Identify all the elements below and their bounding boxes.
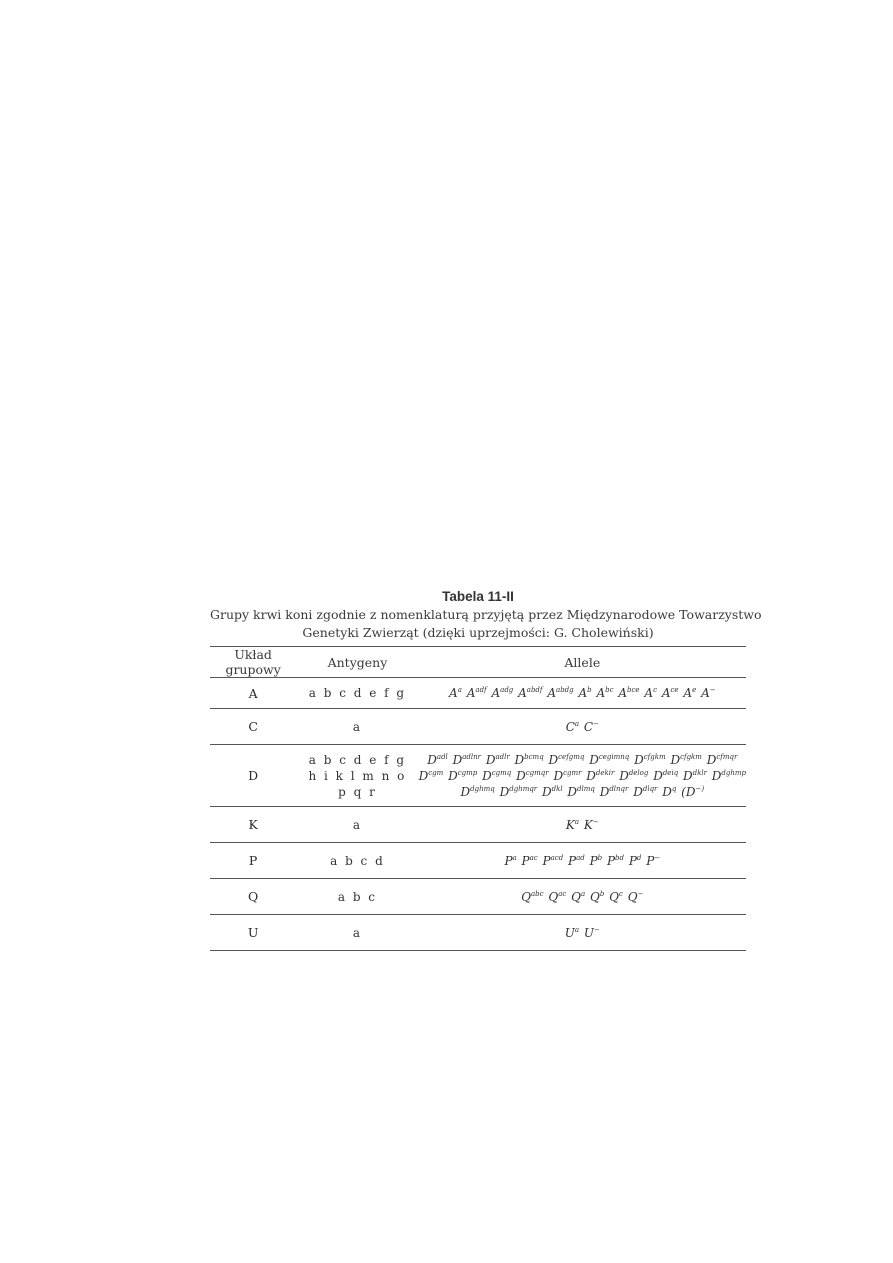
allele: P− <box>646 853 661 868</box>
cell-alleles <box>419 709 746 745</box>
allele: $D^{cgmp}$ <box>448 768 478 783</box>
allele: $K^a$ <box>565 817 580 832</box>
cell-group-system: D <box>248 768 259 783</box>
cell-group-system: Q <box>248 889 259 904</box>
allele-line <box>419 817 746 833</box>
caption-line: Genetyki Zwierząt (dzięki uprzejmości: G. Cholewiński) <box>302 625 654 640</box>
allele: $D^{cfgkm}$ <box>634 752 666 767</box>
header-antigens: Antygeny <box>327 654 388 670</box>
table-row <box>210 678 746 709</box>
header-group-system: Układ grupowy <box>225 647 281 677</box>
antigen-line: a b c <box>337 889 378 904</box>
cell-group-system: K <box>248 817 258 832</box>
cell-antigens <box>296 879 418 915</box>
antigen-line: a <box>352 719 363 734</box>
allele: $D^{cefgmq}$ <box>548 752 585 767</box>
allele: $U^a$ <box>564 925 580 940</box>
allele: $D^{deiq}$ <box>653 768 679 783</box>
cell-alleles <box>419 915 746 951</box>
allele: $P^{acd}$ <box>542 853 564 868</box>
cell-alleles <box>419 843 746 879</box>
allele: $D^{dlqr}$ <box>633 784 658 799</box>
allele: $D^{cgmr}$ <box>553 768 582 783</box>
allele: $D^{dlmq}$ <box>567 784 595 799</box>
allele: $D^{dklr}$ <box>683 768 707 783</box>
allele: $P^{ac}$ <box>521 853 538 868</box>
cell-antigens <box>296 843 418 879</box>
allele: $D^{delog}$ <box>619 768 649 783</box>
allele: $D^{dghmqr}$ <box>499 784 538 799</box>
cell-antigens <box>296 709 418 745</box>
table-body <box>210 678 746 951</box>
allele: $A^c$ <box>644 686 657 700</box>
allele: $P^a$ <box>504 853 517 868</box>
allele: U− <box>583 925 600 940</box>
cell-alleles <box>419 807 746 843</box>
blood-group-table <box>210 646 746 951</box>
allele: $A^{bc}$ <box>596 686 614 700</box>
cell-antigens <box>296 745 418 807</box>
antigen-line: a b c d e f g <box>308 752 407 767</box>
allele: $D^{cgmq}$ <box>482 768 512 783</box>
allele: $A^{adg}$ <box>491 686 514 700</box>
allele: $P^{bd}$ <box>606 853 625 868</box>
allele: $P^{ad}$ <box>568 853 585 868</box>
allele: $D^{cgmqr}$ <box>516 768 549 783</box>
cell-group-system: U <box>247 925 259 940</box>
allele: (D−) <box>681 784 705 799</box>
allele-line <box>419 752 746 768</box>
cell-alleles <box>419 879 746 915</box>
cell-alleles <box>419 745 746 807</box>
allele-line <box>419 784 746 800</box>
allele: $A^b$ <box>578 686 592 700</box>
allele: $P^d$ <box>628 853 642 868</box>
allele: $D^{dekir}$ <box>586 768 615 783</box>
cell-group-system: A <box>248 685 258 701</box>
caption-line: Grupy krwi koni zgodnie z nomenklaturą przyjętą przez Międzynarodowe Towarzystwo <box>210 607 762 622</box>
allele: $Q^a$ <box>571 889 586 904</box>
allele: $Q^{abc}$ <box>521 889 544 904</box>
blood-group-table-block <box>210 588 762 951</box>
allele: $D^{bcmq}$ <box>514 752 544 767</box>
table-caption <box>210 606 762 642</box>
allele: $A^{abdg}$ <box>547 686 574 700</box>
header-alleles: Allele <box>564 654 601 670</box>
allele: $D^{adlnr}$ <box>452 752 481 767</box>
allele: $D^{dghmp}$ <box>711 768 746 783</box>
allele: $D^{cfgkm}$ <box>670 752 702 767</box>
allele-line <box>419 685 746 701</box>
antigen-line: a b c d e f g <box>308 686 407 700</box>
allele: $D^{cegimnq}$ <box>589 752 630 767</box>
allele: $A^{ce}$ <box>661 686 679 700</box>
allele-line <box>419 889 746 905</box>
table-row <box>210 843 746 879</box>
allele: $Q^{ac}$ <box>548 889 567 904</box>
table-title: Tabela 11-II <box>442 589 514 604</box>
allele: $P^b$ <box>589 853 603 868</box>
allele-line <box>419 719 746 735</box>
antigen-line: h i k l m n o <box>308 768 407 783</box>
allele: $D^{dlnqr}$ <box>599 784 629 799</box>
allele: $C^a$ <box>565 719 580 734</box>
allele: $D^{dghmq}$ <box>460 784 495 799</box>
allele: Q− <box>627 889 644 904</box>
table-row <box>210 745 746 807</box>
allele: $A^{bce}$ <box>618 686 640 700</box>
allele: $D^{adlr}$ <box>485 752 510 767</box>
allele: $Q^b$ <box>590 889 605 904</box>
allele-line <box>419 768 746 784</box>
cell-alleles <box>419 678 746 709</box>
allele-line <box>419 853 746 869</box>
cell-antigens <box>296 807 418 843</box>
allele: $D^{cfmqr}$ <box>706 752 738 767</box>
table-row <box>210 709 746 745</box>
allele: $A^a$ <box>449 686 462 700</box>
table-row <box>210 807 746 843</box>
cell-group-system: C <box>248 719 258 734</box>
allele: $D^{adl}$ <box>427 752 448 767</box>
antigen-line: a <box>352 817 363 832</box>
cell-antigens <box>296 678 418 709</box>
allele: A− <box>701 686 716 700</box>
allele: K− <box>583 817 599 832</box>
allele: $A^e$ <box>683 686 697 700</box>
allele: $D^{dkl}$ <box>541 784 563 799</box>
allele: $D^q$ <box>662 784 677 799</box>
table-header-row <box>210 647 746 678</box>
cell-antigens <box>296 915 418 951</box>
table-row <box>210 915 746 951</box>
allele: C− <box>583 719 599 734</box>
allele-line <box>419 925 746 941</box>
allele: $Q^c$ <box>609 889 623 904</box>
antigen-line: a b c d <box>330 853 385 868</box>
allele: $A^{adf}$ <box>466 686 487 700</box>
table-row <box>210 879 746 915</box>
antigen-line: p q r <box>338 784 377 799</box>
antigen-line: a <box>352 925 363 940</box>
allele: $D^{cgm}$ <box>418 768 444 783</box>
allele: $A^{abdf}$ <box>518 686 543 700</box>
cell-group-system: P <box>248 853 258 868</box>
